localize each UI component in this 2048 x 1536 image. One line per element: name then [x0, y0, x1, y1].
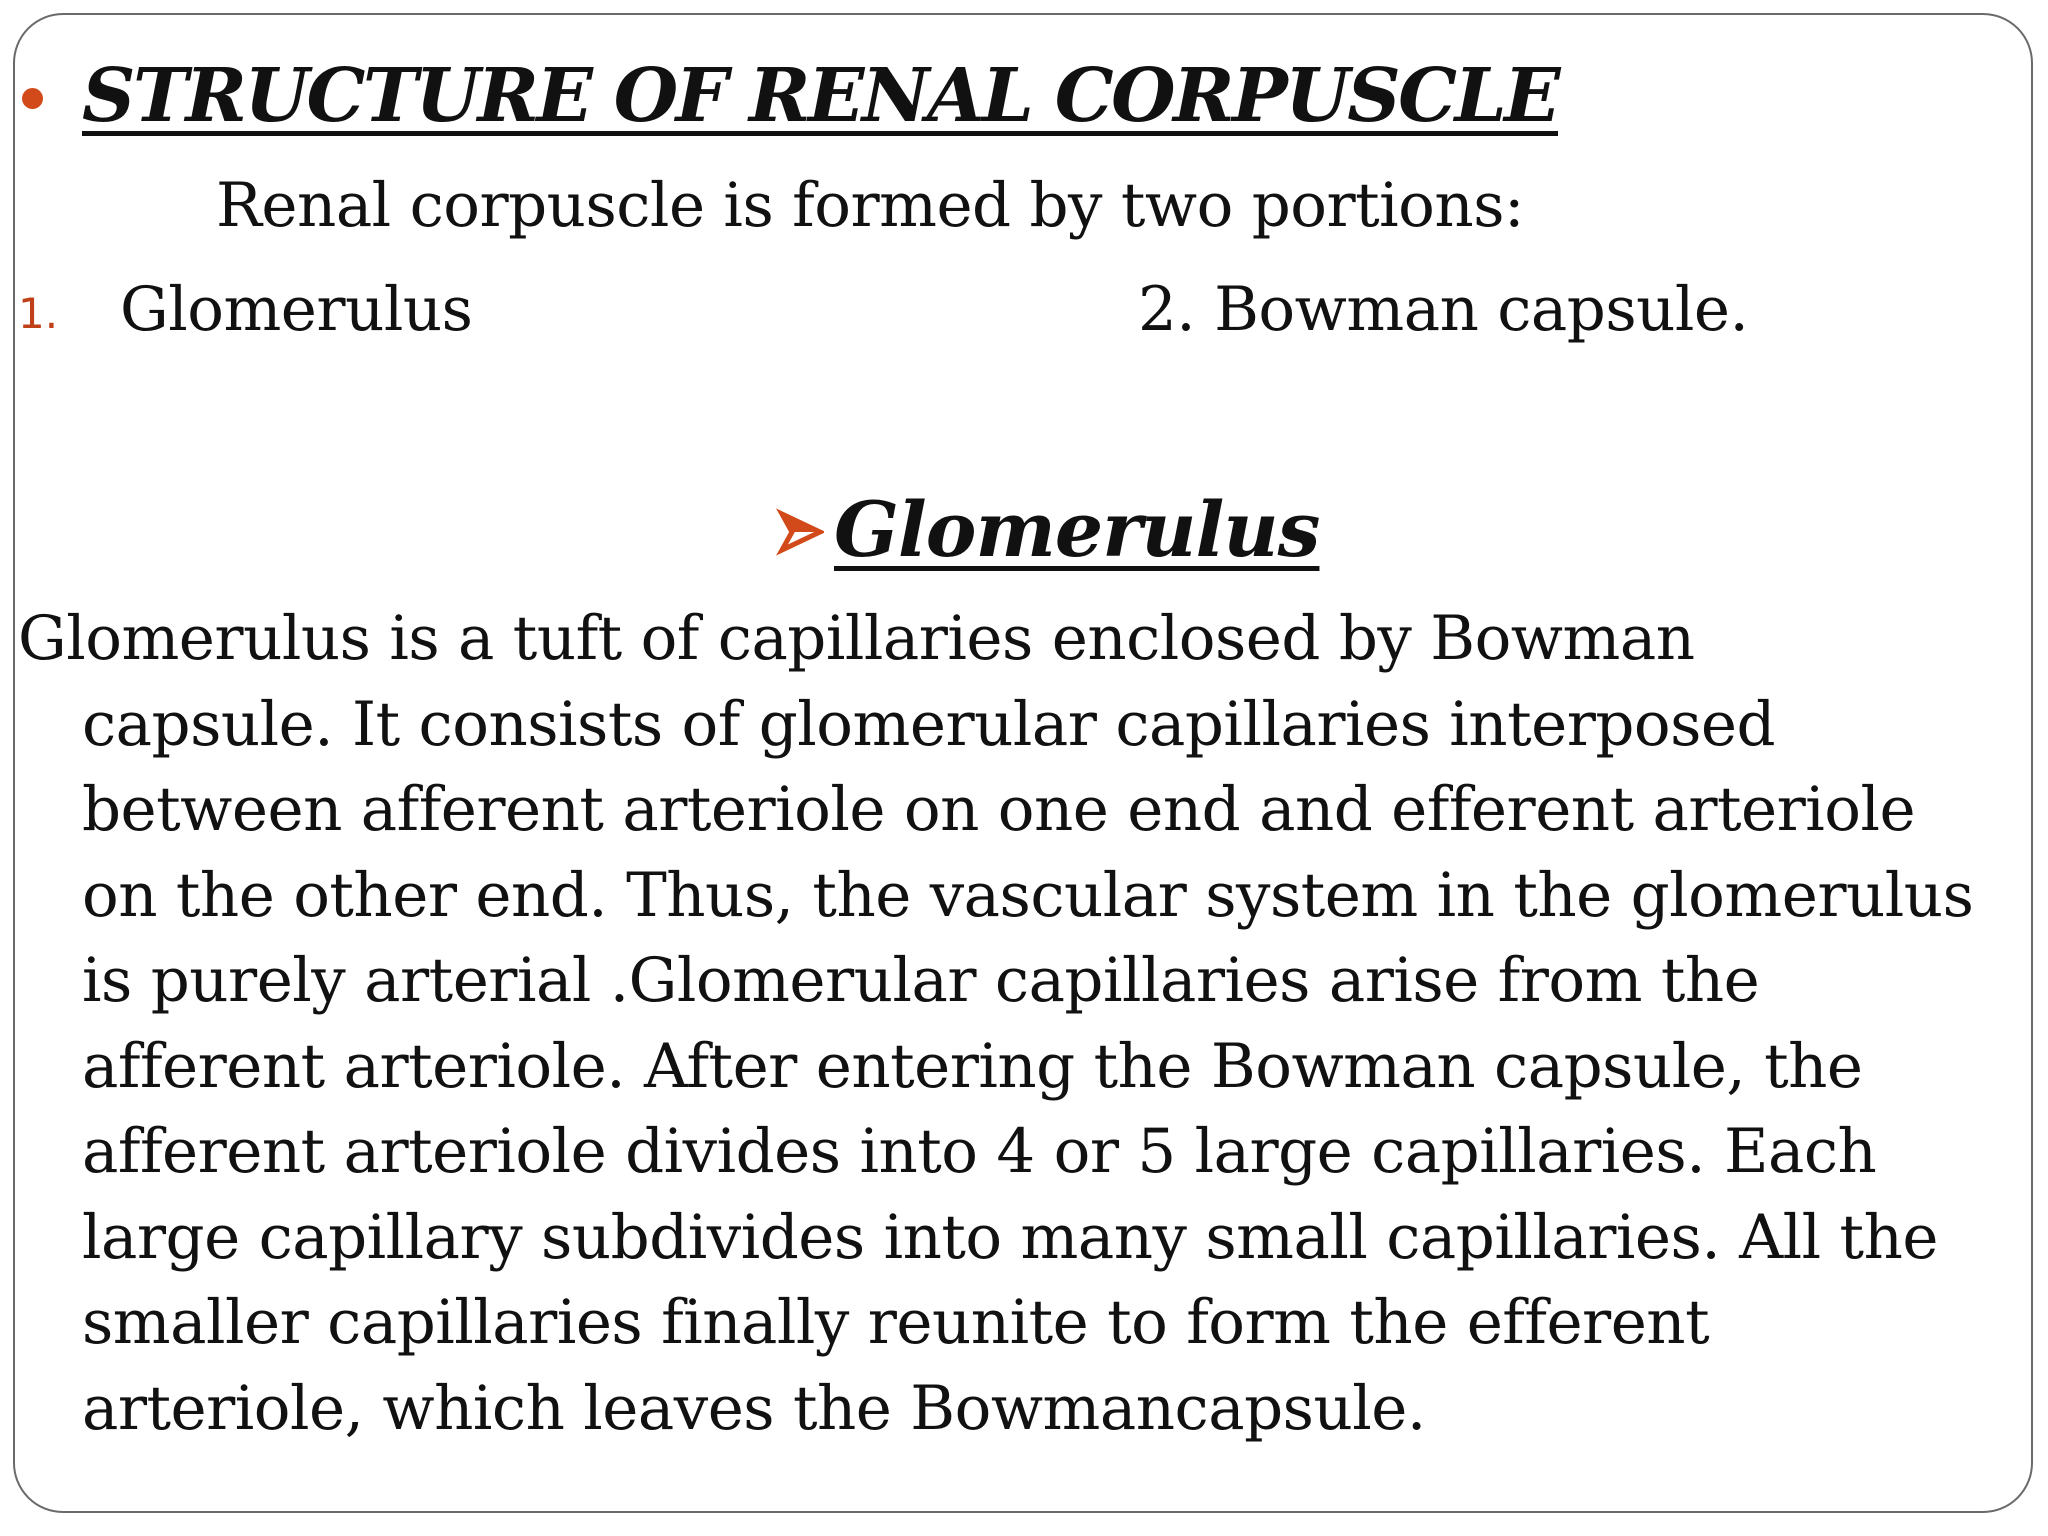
paragraph-line: capsule. It consists of glomerular capillaries interposed	[82, 688, 1776, 760]
paragraph-line: between afferent arteriole on one end and efferent arteriole	[82, 774, 1916, 845]
glomerulus-paragraph	[18, 596, 2028, 1451]
bullet-dot-icon	[22, 88, 43, 109]
intro-text: Renal corpuscle is formed by two portions:	[216, 170, 1525, 241]
paragraph-line: smaller capillaries finally reunite to form the efferent	[82, 1287, 1710, 1358]
paragraph-line: Glomerulus is a tuft of capillaries enclosed by Bowman	[18, 603, 1695, 674]
portion-item-glomerulus: Glomerulus	[120, 274, 473, 345]
paragraph-line: on the other end. Thus, the vascular system in the glomerulus	[82, 859, 1974, 931]
slide-title: STRUCTURE OF RENAL CORPUSCLE	[82, 53, 1559, 139]
subheading-glomerulus: Glomerulus	[834, 485, 1320, 574]
paragraph-line: afferent arteriole divides into 4 or 5 large capillaries. Each	[82, 1116, 1877, 1187]
paragraph-line: is purely arterial .Glomerular capillaries arise from the	[82, 945, 1760, 1016]
portion-item-bowman-capsule: 2. Bowman capsule.	[1138, 274, 1749, 345]
paragraph-line: afferent arteriole. After entering the Bowman capsule, the	[82, 1030, 1863, 1102]
arrow-bullet-icon	[776, 508, 824, 556]
paragraph-line: arteriole, which leaves the Bowmancapsule.	[82, 1372, 1426, 1444]
paragraph-line: large capillary subdivides into many small capillaries. All the	[82, 1201, 1938, 1273]
list-number-1: 1.	[18, 289, 59, 338]
